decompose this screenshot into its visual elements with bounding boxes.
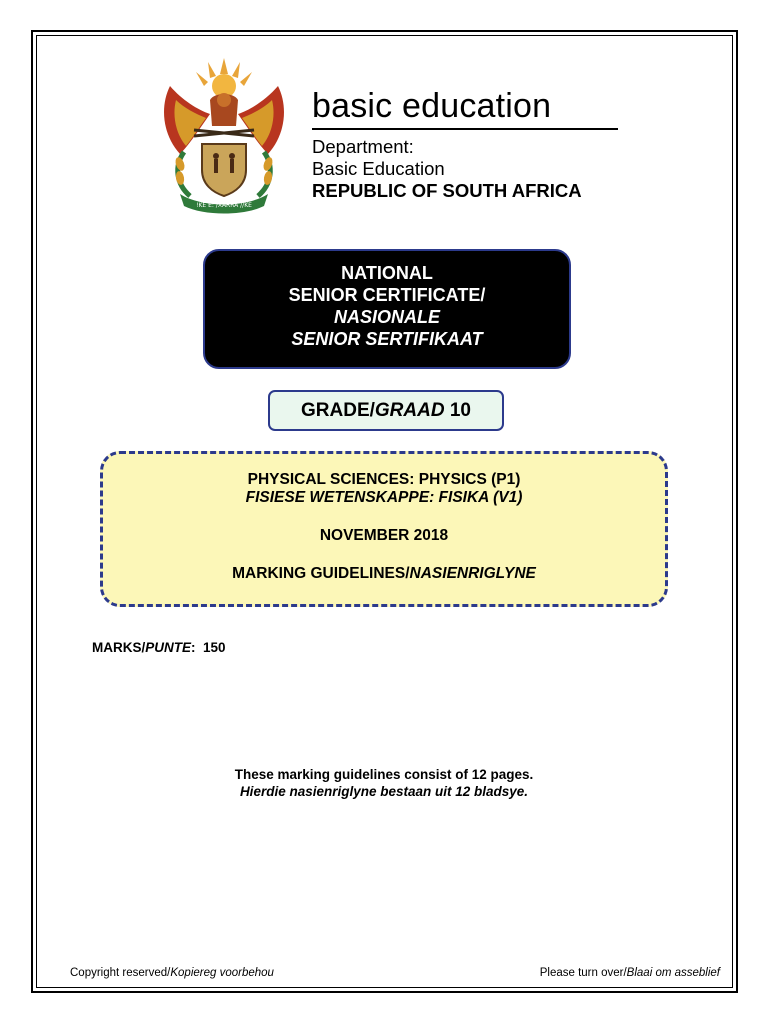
- department-title: basic education: [312, 87, 552, 125]
- marks-label-af: PUNTE: [145, 640, 192, 655]
- certificate-line-3: NASIONALE: [333, 307, 440, 327]
- turn-over-af: Blaai om asseblief: [626, 967, 720, 979]
- certificate-line-2: SENIOR CERTIFICATE/: [288, 285, 486, 305]
- document-type-en: MARKING GUIDELINES/: [232, 565, 410, 582]
- turn-over-en: Please turn over/: [539, 967, 627, 979]
- country-name: REPUBLIC OF SOUTH AFRICA: [312, 180, 582, 201]
- copyright-af: Kopiereg voorbehou: [170, 967, 274, 979]
- department-label: Department:: [312, 136, 414, 157]
- page-count-note-en: These marking guidelines consist of 12 pages.: [234, 767, 534, 782]
- page-count-note: [0, 766, 768, 800]
- department-name: Basic Education: [312, 158, 445, 179]
- certificate-line-1: NATIONAL: [341, 263, 433, 283]
- grade-box: [268, 390, 504, 431]
- total-marks: MARKS/PUNTE: 150: [92, 640, 226, 655]
- document-type: [103, 564, 665, 583]
- document-type-af: NASIENRIGLYNE: [409, 565, 536, 582]
- subject-title-af: FISIESE WETENSKAPPE: FISIKA (V1): [245, 489, 523, 506]
- marks-label-en: MARKS/: [92, 640, 146, 655]
- grade-label-af: GRAAD: [374, 400, 445, 421]
- department-header: [312, 86, 622, 202]
- footer-turn-over: [540, 966, 720, 980]
- certificate-line-4: SENIOR SERTIFIKAAT: [291, 329, 483, 349]
- grade-number: 10: [449, 400, 471, 421]
- copyright-en: Copyright reserved/: [70, 967, 171, 979]
- subject-box: [100, 451, 668, 607]
- subject-title-en: PHYSICAL SCIENCES: PHYSICS (P1): [247, 471, 521, 488]
- grade-label-en: GRADE/: [301, 400, 375, 421]
- footer-copyright: [70, 966, 274, 980]
- coat-of-arms-icon: [150, 56, 298, 214]
- department-title-rule: [312, 128, 618, 130]
- exam-date: NOVEMBER 2018: [319, 527, 449, 544]
- marks-value: 150: [203, 640, 226, 655]
- page-count-note-af: Hierdie nasienriglyne bestaan uit 12 bladsye.: [239, 784, 529, 799]
- certificate-title-box: [203, 249, 571, 369]
- crest-motto: !KE E: /XARRA //KE: [196, 202, 252, 209]
